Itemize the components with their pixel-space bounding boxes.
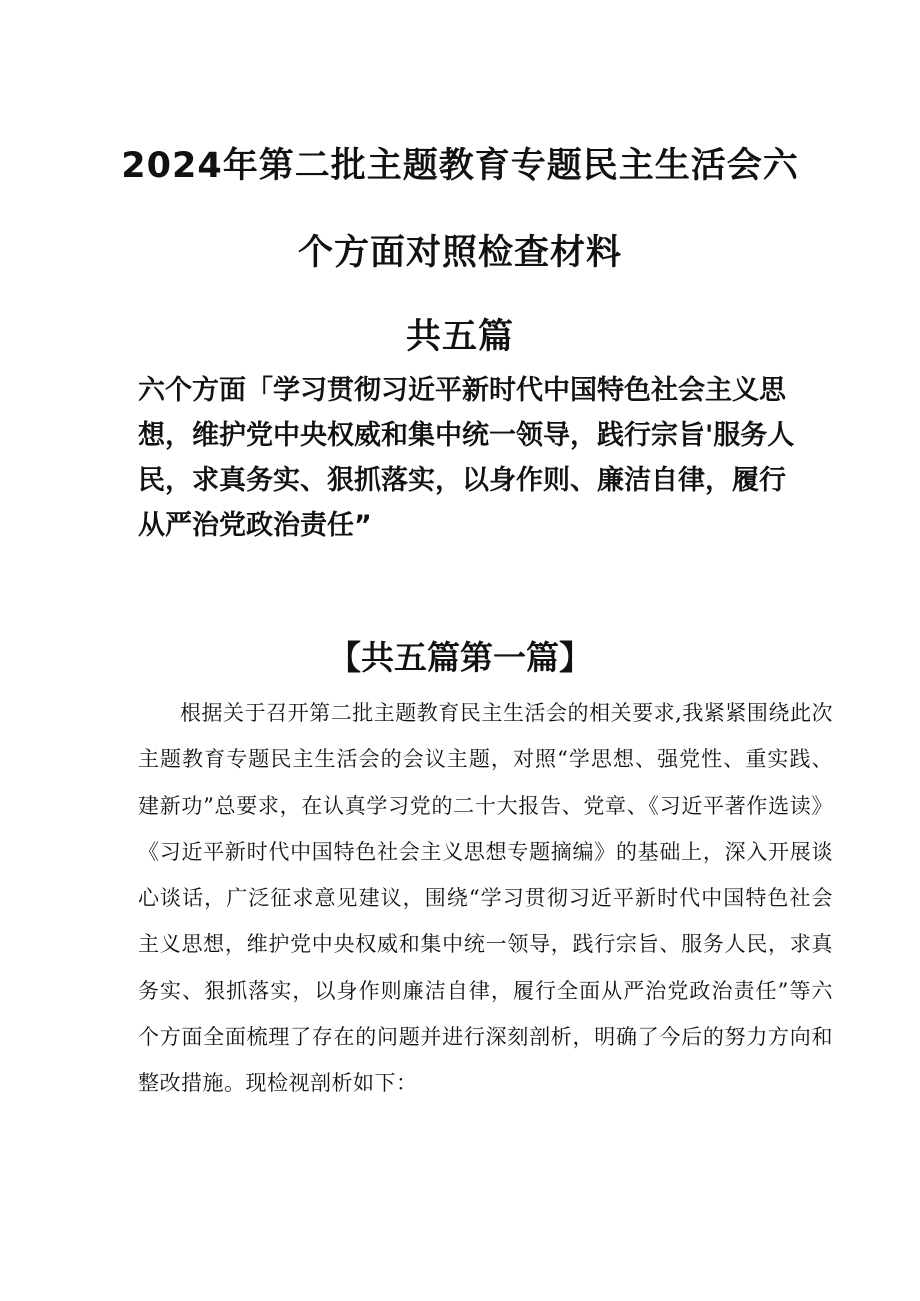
- body-paragraph: 根据关于召开第二批主题教育民主生活会的相关要求,我紧紧围绕此次主题教育专题民主生活会的会议主题，对照“学思想、强党性、重实践、建新功”总要求，在认真学习党的二十大报告、党章、《习近平著作选读》《习近平新时代中国特色社会主义思想专题摘编》的基础上，深入开展谈心谈话，广泛征求意见建议，围绕“学习贯彻习近平新时代中国特色社会主义思想，维护党中央权威和集中统一领导，践行宗旨、服务人民，求真务实、狠抓落实，以身作则廉洁自律，履行全面从严治党政治责任”等六个方面全面梳理了存在的问题并进行深刻剖析，明确了今后的努力方向和整改措施。现检视剖析如下：: [138, 701, 833, 1096]
- document-title-line-3: 共五篇: [405, 317, 514, 357]
- section-heading: 【共五篇第一篇】: [328, 638, 592, 677]
- document-title-line-1: 2024年第二批主题教育专题民主生活会六: [121, 146, 799, 186]
- document-subtitle: 六个方面「学习贯彻习近平新时代中国特色社会主义思想，维护党中央权威和集中统一领导，践行宗旨'服务人民，求真务实、狠抓落实，以身作则、廉洁自律，履行从严治党政治责任”: [138, 375, 795, 541]
- document-title-line-2: 个方面对照检查材料: [297, 233, 622, 273]
